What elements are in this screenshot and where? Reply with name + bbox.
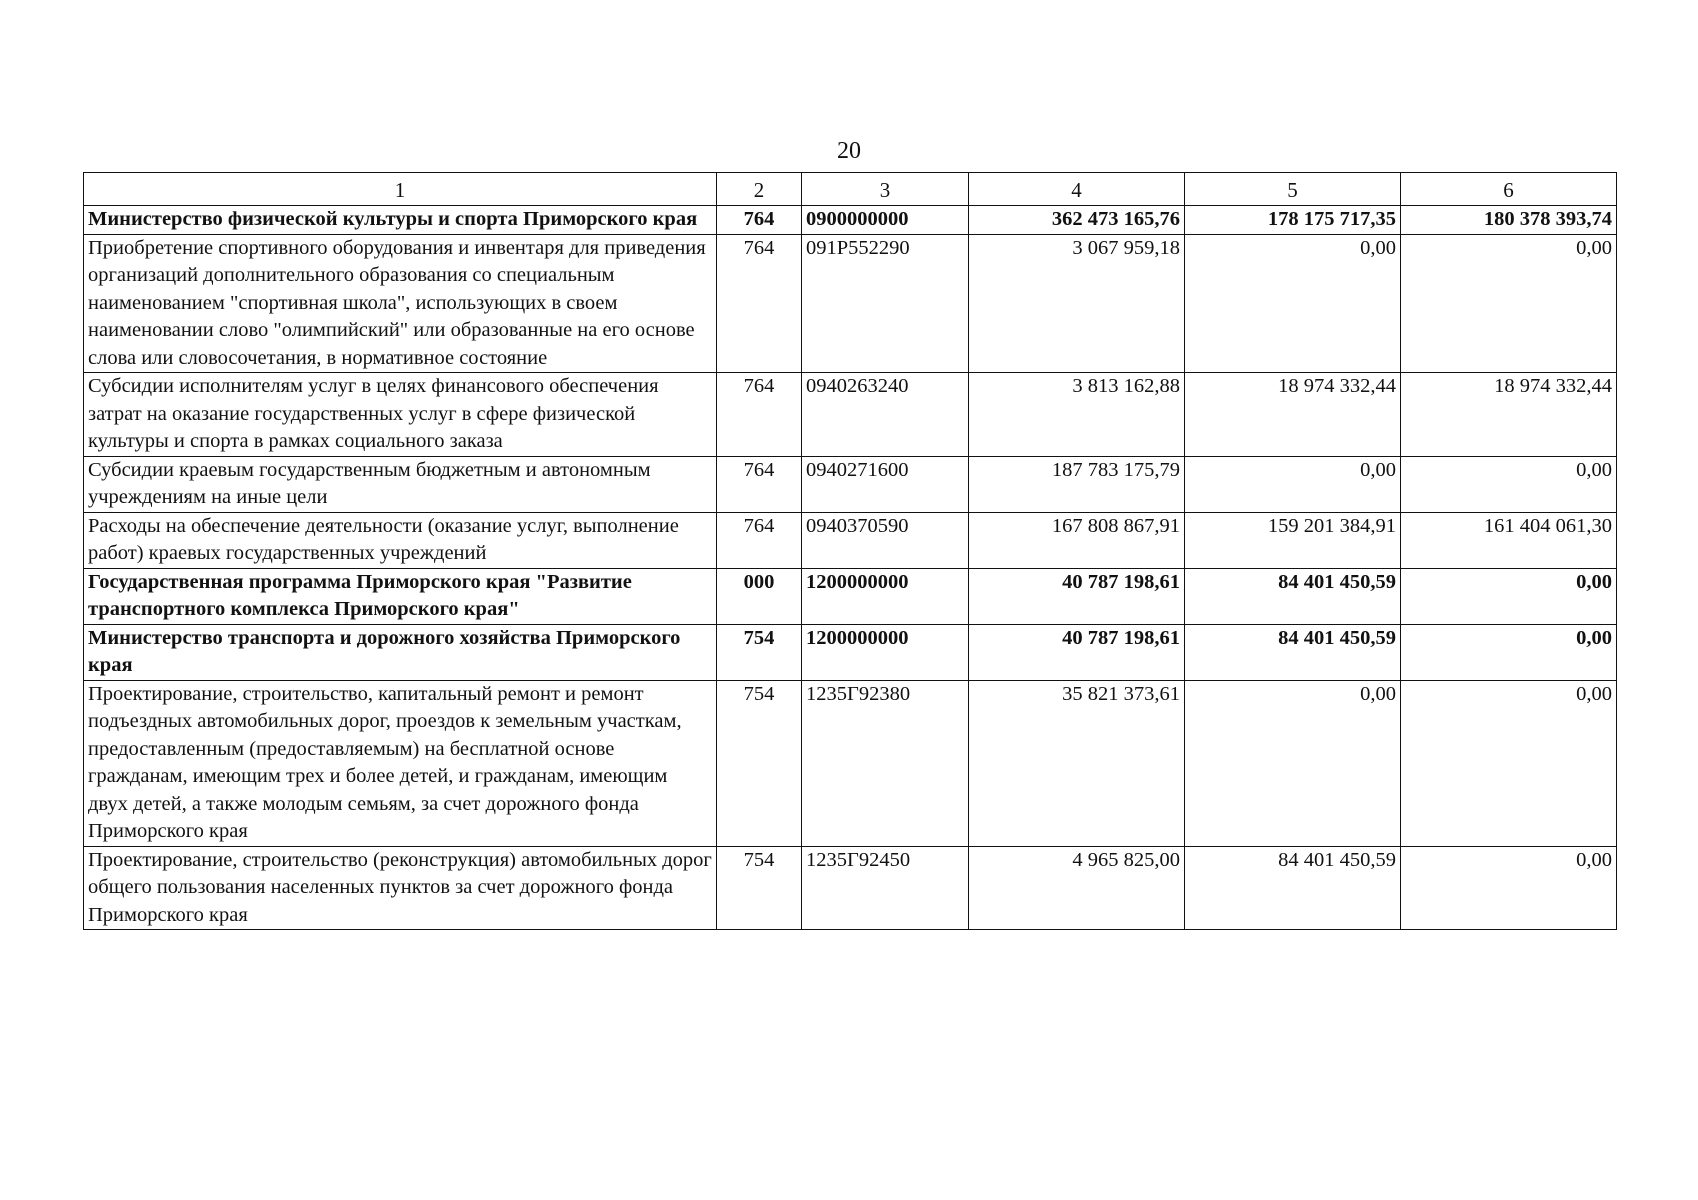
row-name: Приобретение спортивного оборудования и инвентаря для приведения организаций дополнительного образования со специальным наименованием "спортивная школа", использующих в своем наименовании слово "олимпийский" или образованные на его основе слова или словосочетания, в нормативное состояние	[84, 234, 717, 373]
row-value-4: 4 965 825,00	[969, 846, 1185, 930]
row-value-5: 84 401 450,59	[1185, 846, 1401, 930]
row-csr-code: 0940370590	[802, 512, 969, 568]
row-value-4: 362 473 165,76	[969, 206, 1185, 235]
row-grbs-code: 754	[717, 680, 802, 846]
row-value-5: 178 175 717,35	[1185, 206, 1401, 235]
row-grbs-code: 000	[717, 568, 802, 624]
table-row	[84, 680, 1617, 846]
table-row	[84, 206, 1617, 235]
row-name: Министерство транспорта и дорожного хозяйства Приморского края	[84, 624, 717, 680]
row-csr-code: 1235Г92450	[802, 846, 969, 930]
header-cell-6: 6	[1401, 173, 1617, 206]
row-csr-code: 1200000000	[802, 568, 969, 624]
row-csr-code: 0940263240	[802, 373, 969, 457]
table-row	[84, 568, 1617, 624]
row-csr-code: 0940271600	[802, 456, 969, 512]
row-grbs-code: 764	[717, 456, 802, 512]
row-value-6: 18 974 332,44	[1401, 373, 1617, 457]
row-grbs-code: 754	[717, 624, 802, 680]
table-row	[84, 456, 1617, 512]
row-value-4: 3 067 959,18	[969, 234, 1185, 373]
table-header-row	[84, 173, 1617, 206]
row-name: Проектирование, строительство (реконструкция) автомобильных дорог общего пользования населенных пунктов за счет дорожного фонда Приморского края	[84, 846, 717, 930]
row-name: Министерство физической культуры и спорта Приморского края	[84, 206, 717, 235]
row-value-6: 0,00	[1401, 234, 1617, 373]
row-name: Государственная программа Приморского края "Развитие транспортного комплекса Приморского края"	[84, 568, 717, 624]
row-name: Субсидии исполнителям услуг в целях финансового обеспечения затрат на оказание государственных услуг в сфере физической культуры и спорта в рамках социального заказа	[84, 373, 717, 457]
table-row	[84, 846, 1617, 930]
table-row	[84, 512, 1617, 568]
row-value-4: 40 787 198,61	[969, 568, 1185, 624]
table-row	[84, 234, 1617, 373]
header-cell-3: 3	[802, 173, 969, 206]
row-value-6: 0,00	[1401, 680, 1617, 846]
row-value-4: 40 787 198,61	[969, 624, 1185, 680]
row-name: Расходы на обеспечение деятельности (оказание услуг, выполнение работ) краевых государственных учреждений	[84, 512, 717, 568]
header-cell-4: 4	[969, 173, 1185, 206]
row-value-6: 180 378 393,74	[1401, 206, 1617, 235]
row-value-6: 0,00	[1401, 624, 1617, 680]
page-number: 20	[837, 138, 861, 164]
row-value-4: 187 783 175,79	[969, 456, 1185, 512]
header-cell-2: 2	[717, 173, 802, 206]
row-value-6: 0,00	[1401, 456, 1617, 512]
row-csr-code: 091Р552290	[802, 234, 969, 373]
row-value-5: 159 201 384,91	[1185, 512, 1401, 568]
row-csr-code: 1235Г92380	[802, 680, 969, 846]
row-value-6: 0,00	[1401, 846, 1617, 930]
row-name: Проектирование, строительство, капитальный ремонт и ремонт подъездных автомобильных дорог, проездов к земельным участкам, предоставленным (предоставляемым) на бесплатной основе гражданам, имеющим трех и более детей, и гражданам, имеющим двух детей, а также молодым семьям, за счет дорожного фонда Приморского края	[84, 680, 717, 846]
row-grbs-code: 764	[717, 234, 802, 373]
header-cell-1: 1	[84, 173, 717, 206]
row-value-5: 84 401 450,59	[1185, 624, 1401, 680]
table-row	[84, 373, 1617, 457]
row-name: Субсидии краевым государственным бюджетным и автономным учреждениям на иные цели	[84, 456, 717, 512]
row-value-5: 18 974 332,44	[1185, 373, 1401, 457]
row-value-4: 3 813 162,88	[969, 373, 1185, 457]
row-grbs-code: 764	[717, 512, 802, 568]
row-value-5: 0,00	[1185, 234, 1401, 373]
row-value-5: 84 401 450,59	[1185, 568, 1401, 624]
row-csr-code: 0900000000	[802, 206, 969, 235]
row-value-6: 0,00	[1401, 568, 1617, 624]
row-value-4: 35 821 373,61	[969, 680, 1185, 846]
table-row	[84, 624, 1617, 680]
row-value-5: 0,00	[1185, 680, 1401, 846]
row-value-5: 0,00	[1185, 456, 1401, 512]
budget-table	[83, 172, 1617, 930]
row-value-4: 167 808 867,91	[969, 512, 1185, 568]
header-cell-5: 5	[1185, 173, 1401, 206]
row-value-6: 161 404 061,30	[1401, 512, 1617, 568]
row-grbs-code: 754	[717, 846, 802, 930]
row-grbs-code: 764	[717, 206, 802, 235]
row-grbs-code: 764	[717, 373, 802, 457]
row-csr-code: 1200000000	[802, 624, 969, 680]
